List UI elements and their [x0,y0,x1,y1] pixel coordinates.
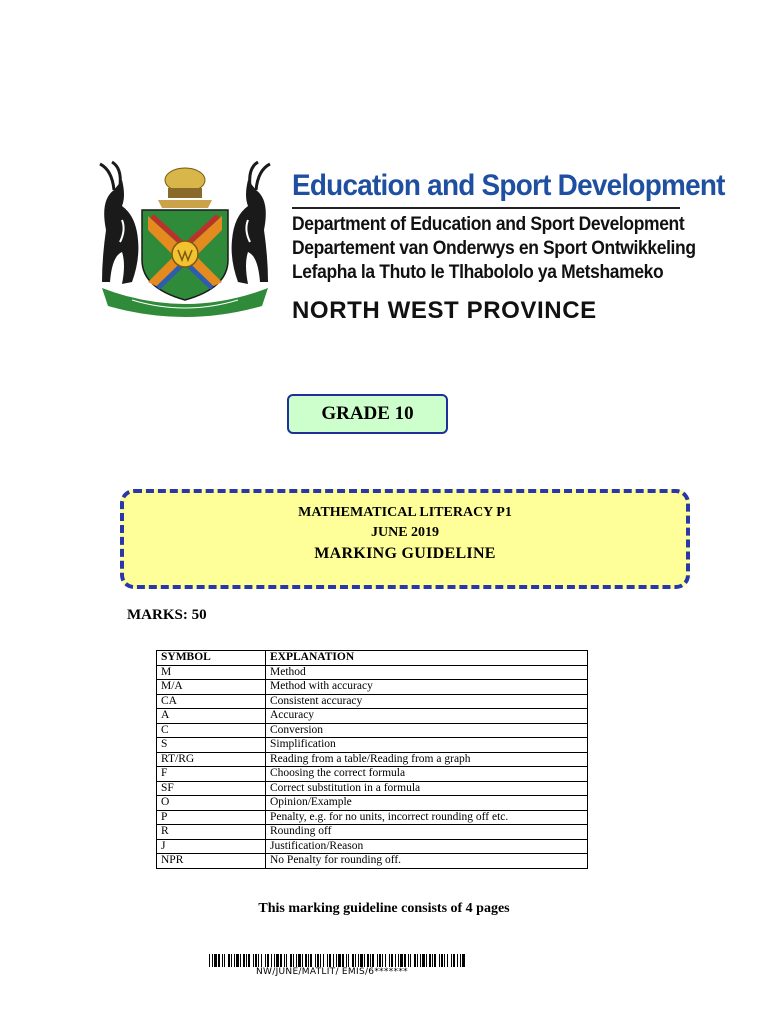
subject-title: MATHEMATICAL LITERACY P1 [298,505,512,520]
barcode-bar [360,954,363,967]
barcode-bar [460,954,461,967]
barcode-bar [302,954,303,967]
explanation-cell: No Penalty for rounding off. [266,854,588,869]
symbol-cell: NPR [157,854,266,869]
symbol-cell: M [157,665,266,680]
explanation-cell: Opinion/Example [266,796,588,811]
barcode-bar [253,954,254,967]
barcode-bar [434,954,436,967]
explanation-cell: Penalty, e.g. for no units, incorrect rounding off etc. [266,810,588,825]
barcode-bar [377,954,378,967]
barcode-bar [358,954,359,967]
barcode-bar [327,954,328,967]
barcode-bar [296,954,297,967]
table-row [157,810,588,825]
explanation-cell: Accuracy [266,709,588,724]
barcode-bar [243,954,245,967]
coat-of-arms-icon [92,160,278,320]
barcode-bar [346,954,347,967]
header-divider [292,207,680,209]
table-row [157,694,588,709]
symbol-cell: S [157,738,266,753]
explanation-cell: Method with accuracy [266,680,588,695]
barcode-icon [209,954,465,967]
department-name-setswana: Lefapha la Thuto le Tlhabololo ya Metshameko [292,262,664,283]
barcode-bar [305,954,307,967]
barcode-bar [317,954,319,967]
symbol-cell: O [157,796,266,811]
barcode-bar [385,954,386,967]
table-row [157,723,588,738]
exam-date: JUNE 2019 [370,525,440,540]
barcode-bar [276,954,279,967]
barcode-bar [451,954,452,967]
barcode-bar [379,954,381,967]
barcode-bar [447,954,448,967]
column-header-symbol: SYMBOL [157,651,266,666]
barcode-bar [265,954,266,967]
barcode-bar [248,954,250,967]
table-row [157,796,588,811]
barcode-bar [414,954,416,967]
barcode-bar [315,954,316,967]
barcode-bar [444,954,445,967]
barcode-bar [255,954,257,967]
barcode-bar [218,954,220,967]
barcode-bar [382,954,383,967]
barcode-bar [214,954,217,967]
barcode-bar [370,954,371,967]
document-type: MARKING GUIDELINE [314,545,496,562]
barcode-bar [389,954,390,967]
barcode-bar [271,954,272,967]
barcode-bar [462,954,465,967]
barcode-bar [439,954,440,967]
barcode-bar [274,954,275,967]
explanation-cell: Consistent accuracy [266,694,588,709]
barcode-bar [267,954,269,967]
barcode-bar [352,954,354,967]
table-row [157,767,588,782]
barcode-bar [224,954,225,967]
table-row [157,680,588,695]
explanation-cell: Conversion [266,723,588,738]
barcode-bar [398,954,399,967]
symbol-cell: C [157,723,266,738]
barcode-bar [246,954,247,967]
barcode-bar [408,954,409,967]
total-marks: MARKS: 50 [127,607,207,623]
explanation-cell: Simplification [266,738,588,753]
table-row [157,825,588,840]
barcode-bar [320,954,321,967]
barcode-bar [228,954,230,967]
barcode-bar [212,954,213,967]
barcode-bar [432,954,433,967]
barcode-bar [441,954,443,967]
table-row [157,752,588,767]
symbol-cell: R [157,825,266,840]
table-row [157,665,588,680]
table-row [157,781,588,796]
barcode-bar [429,954,431,967]
barcode-bar [367,954,369,967]
barcode-bar [323,954,324,967]
barcode-bar [261,954,262,967]
table-row [157,709,588,724]
barcode-bar [298,954,301,967]
barcode-bar [426,954,427,967]
explanation-cell: Choosing the correct formula [266,767,588,782]
table-row [157,738,588,753]
barcode-bar [333,954,334,967]
barcode-bar [342,954,344,967]
symbols-table [156,650,588,869]
barcode-bar [222,954,223,967]
department-header [292,168,725,325]
symbol-cell: SF [157,781,266,796]
symbol-cell: RT/RG [157,752,266,767]
barcode-bar [286,954,287,967]
explanation-cell: Justification/Reason [266,839,588,854]
barcode-bar [417,954,418,967]
barcode-code: NW/JUNE/MATLIT/ EMIS/6******* [256,967,408,977]
explanation-cell: Rounding off [266,825,588,840]
province-name: NORTH WEST PROVINCE [292,297,597,324]
barcode-bar [404,954,406,967]
barcode-bar [453,954,455,967]
symbol-cell: F [157,767,266,782]
department-name-english: Department of Education and Sport Development [292,214,685,235]
column-header-explanation: EXPLANATION [266,651,588,666]
barcode-bar [338,954,341,967]
table-header-row [157,651,588,666]
barcode-bar [240,954,241,967]
barcode-bar [422,954,425,967]
barcode-bar [329,954,331,967]
department-name-afrikaans: Departement van Onderwys en Sport Ontwikkeling [292,238,696,259]
barcode-bar [457,954,458,967]
barcode-bar [234,954,235,967]
symbol-cell: A [157,709,266,724]
barcode-bar [290,954,292,967]
barcode-bar [395,954,396,967]
page-count-note: This marking guideline consists of 4 pages [258,901,510,916]
explanation-cell: Reading from a table/Reading from a graph [266,752,588,767]
barcode-bar [231,954,232,967]
grade-label: GRADE 10 [287,394,448,434]
barcode-bar [308,954,309,967]
barcode-bar [236,954,239,967]
barcode-bar [400,954,403,967]
symbol-cell: CA [157,694,266,709]
barcode-bar [280,954,282,967]
barcode-bar [355,954,356,967]
symbol-cell: M/A [157,680,266,695]
barcode-bar [209,954,210,967]
barcode-bar [293,954,294,967]
barcode-bar [364,954,365,967]
barcode-bar [310,954,312,967]
barcode-bar [284,954,285,967]
barcode-bar [420,954,421,967]
table-row [157,854,588,869]
barcode-bar [336,954,337,967]
department-title: Education and Sport Development [292,169,725,202]
symbol-cell: P [157,810,266,825]
barcode-bar [391,954,393,967]
symbol-cell: J [157,839,266,854]
explanation-cell: Method [266,665,588,680]
title-block [120,489,690,589]
barcode-bar [258,954,259,967]
explanation-cell: Correct substitution in a formula [266,781,588,796]
barcode-bar [372,954,374,967]
barcode-bar [348,954,349,967]
barcode-bar [410,954,411,967]
table-row [157,839,588,854]
